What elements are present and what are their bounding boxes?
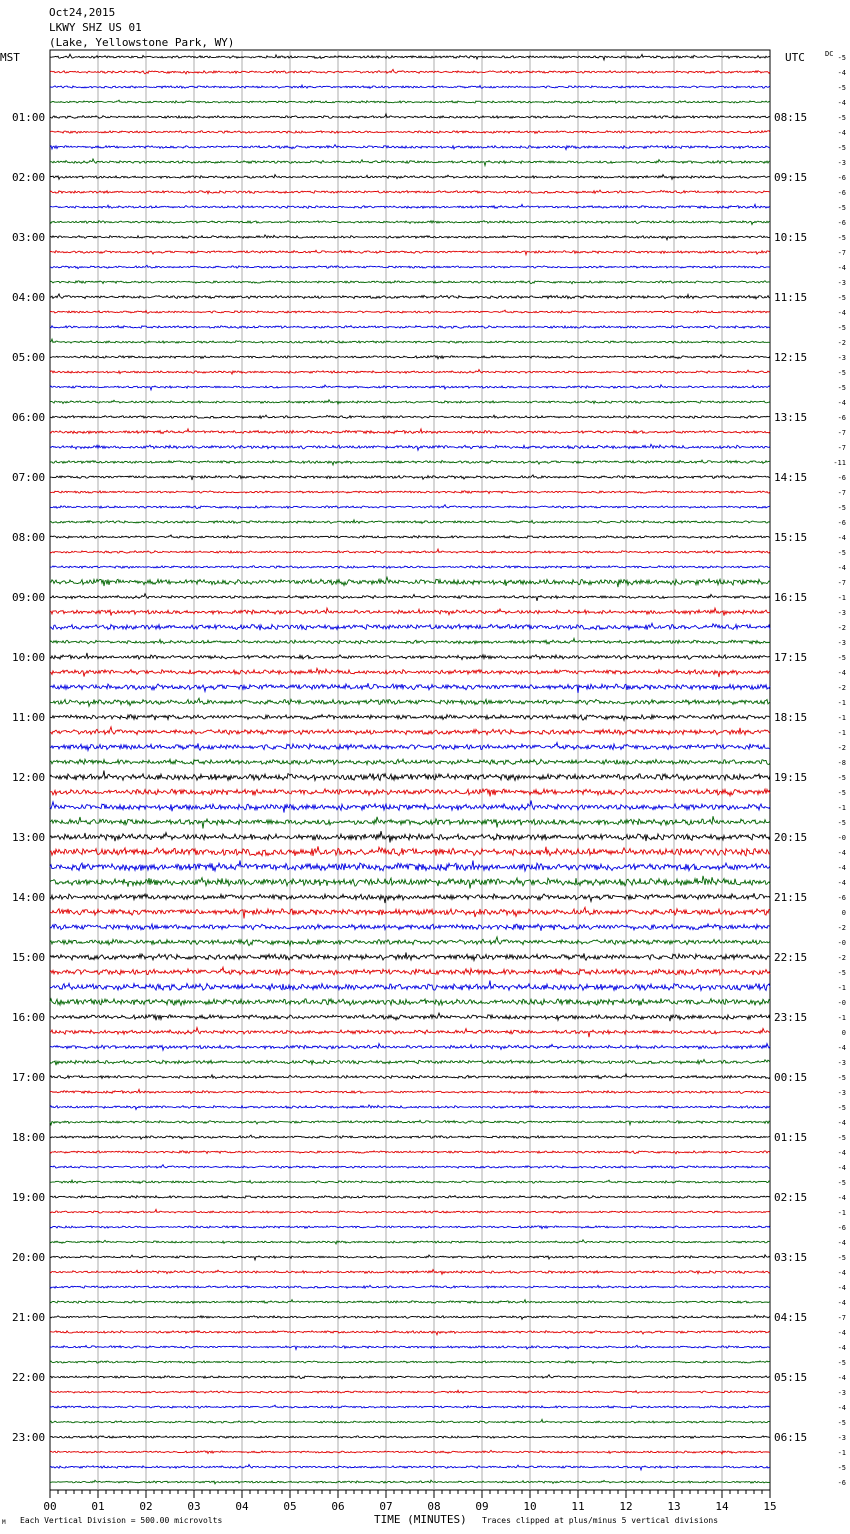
dc-offset-label: -3 bbox=[837, 159, 846, 167]
dc-offset-label: -5 bbox=[837, 324, 846, 332]
x-tick-label: 15 bbox=[763, 1500, 777, 1513]
dc-offset-label: 0 bbox=[841, 909, 846, 917]
dc-offset-label: -6 bbox=[837, 174, 846, 182]
trace-line bbox=[50, 429, 770, 434]
x-tick-label: 00 bbox=[43, 1500, 57, 1513]
trace-line bbox=[50, 1390, 770, 1393]
trace-line bbox=[50, 1300, 770, 1304]
right-hour-label: 22:15 bbox=[774, 951, 808, 964]
dc-offset-label: -4 bbox=[837, 669, 846, 677]
right-hour-label: 02:15 bbox=[774, 1191, 808, 1204]
dc-offset-label: -4 bbox=[837, 864, 846, 872]
trace-line bbox=[50, 281, 770, 284]
trace-line bbox=[50, 1089, 770, 1093]
trace-line bbox=[50, 1226, 770, 1229]
dc-offset-label: -5 bbox=[837, 504, 846, 512]
trace-line bbox=[50, 1465, 770, 1470]
left-hour-label: 10:00 bbox=[12, 651, 46, 664]
left-hour-label: 20:00 bbox=[12, 1251, 46, 1264]
left-hour-label: 19:00 bbox=[12, 1191, 46, 1204]
x-tick-label: 14 bbox=[715, 1500, 729, 1513]
left-hour-label: 12:00 bbox=[12, 771, 46, 784]
trace-line bbox=[50, 816, 770, 828]
right-hour-label: 12:15 bbox=[774, 351, 808, 364]
trace-line bbox=[50, 250, 770, 254]
dc-offset-label: -5 bbox=[837, 774, 846, 782]
left-hour-label: 18:00 bbox=[12, 1131, 46, 1144]
dc-offset-label: -5 bbox=[837, 204, 846, 212]
trace-line bbox=[50, 801, 770, 813]
trace-line bbox=[50, 400, 770, 404]
station-label: LKWY SHZ US 01 bbox=[49, 21, 142, 34]
trace-line bbox=[50, 1345, 770, 1349]
right-hour-label: 09:15 bbox=[774, 171, 808, 184]
x-tick-label: 02 bbox=[139, 1500, 153, 1513]
right-hour-label: 00:15 bbox=[774, 1071, 808, 1084]
trace-line bbox=[50, 114, 770, 119]
dc-offset-label: -5 bbox=[837, 819, 846, 827]
dc-offset-labels bbox=[833, 54, 846, 1487]
dc-offset-label: -6 bbox=[837, 414, 846, 422]
trace-line bbox=[50, 623, 770, 630]
trace-line bbox=[50, 727, 770, 735]
dc-offset-label: -5 bbox=[837, 1464, 846, 1472]
left-hour-label: 08:00 bbox=[12, 531, 46, 544]
right-hour-label: 16:15 bbox=[774, 591, 808, 604]
trace-line bbox=[50, 1270, 770, 1275]
right-hour-label: 14:15 bbox=[774, 471, 808, 484]
trace-line bbox=[50, 1361, 770, 1364]
x-axis bbox=[43, 1490, 776, 1513]
dc-offset-label: -0 bbox=[837, 834, 846, 842]
left-hour-label: 03:00 bbox=[12, 231, 46, 244]
dc-offset-label: -3 bbox=[837, 1389, 846, 1397]
dc-offset-label: -4 bbox=[837, 1194, 846, 1202]
x-tick-label: 05 bbox=[283, 1500, 297, 1513]
right-hour-label: 17:15 bbox=[774, 651, 808, 664]
dc-offset-label: -2 bbox=[837, 954, 846, 962]
trace-line bbox=[50, 861, 770, 872]
left-hour-label: 17:00 bbox=[12, 1071, 46, 1084]
trace-line bbox=[50, 1165, 770, 1169]
left-hour-label: 16:00 bbox=[12, 1011, 46, 1024]
dc-offset-label: -8 bbox=[837, 759, 846, 767]
trace-line bbox=[50, 876, 770, 889]
dc-offset-label: -3 bbox=[837, 354, 846, 362]
trace-line bbox=[50, 310, 770, 313]
right-hour-label: 01:15 bbox=[774, 1131, 808, 1144]
trace-line bbox=[50, 1285, 770, 1288]
dc-offset-label: -1 bbox=[837, 594, 846, 602]
dc-offset-label: 0 bbox=[841, 1029, 846, 1037]
trace-line bbox=[50, 1480, 770, 1484]
dc-offset-label: -0 bbox=[837, 939, 846, 947]
trace-line bbox=[50, 175, 770, 180]
trace-line bbox=[50, 1375, 770, 1379]
trace-line bbox=[50, 221, 770, 225]
left-hour-label: 09:00 bbox=[12, 591, 46, 604]
dc-offset-label: -4 bbox=[837, 1374, 846, 1382]
dc-offset-label: -4 bbox=[837, 879, 846, 887]
dc-offset-label: -5 bbox=[837, 654, 846, 662]
dc-offset-label: -4 bbox=[837, 309, 846, 317]
trace-line bbox=[50, 491, 770, 494]
dc-offset-label: -1 bbox=[837, 1014, 846, 1022]
dc-offset-label: -3 bbox=[837, 1434, 846, 1442]
dc-offset-label: -6 bbox=[837, 894, 846, 902]
trace-line bbox=[50, 1255, 770, 1260]
trace-line bbox=[50, 385, 770, 390]
trace-line bbox=[50, 1013, 770, 1021]
trace-line bbox=[50, 265, 770, 268]
dc-offset-label: -7 bbox=[837, 444, 846, 452]
x-tick-label: 09 bbox=[475, 1500, 489, 1513]
trace-line bbox=[50, 789, 770, 797]
dc-offset-label: -6 bbox=[837, 219, 846, 227]
dc-offset-label: -5 bbox=[837, 84, 846, 92]
x-tick-label: 04 bbox=[235, 1500, 249, 1513]
dc-offset-label: -4 bbox=[837, 1329, 846, 1337]
right-hour-label: 08:15 bbox=[774, 111, 808, 124]
left-timezone-label: MST bbox=[0, 51, 20, 64]
trace-line bbox=[50, 1209, 770, 1213]
dc-label: DC bbox=[825, 50, 834, 58]
scale-note: Each Vertical Division = 500.00 microvolts bbox=[20, 1516, 223, 1525]
dc-offset-label: -5 bbox=[837, 969, 846, 977]
right-hour-label: 23:15 bbox=[774, 1011, 808, 1024]
left-hour-label: 13:00 bbox=[12, 831, 46, 844]
trace-line bbox=[50, 566, 770, 569]
trace-line bbox=[50, 893, 770, 903]
trace-line bbox=[50, 535, 770, 538]
trace-line bbox=[50, 415, 770, 418]
trace-line bbox=[50, 1151, 770, 1154]
dc-offset-label: -5 bbox=[837, 54, 846, 62]
trace-line bbox=[50, 846, 770, 856]
dc-offset-label: -0 bbox=[837, 999, 846, 1007]
dc-offset-label: -4 bbox=[837, 99, 846, 107]
dc-offset-label: -3 bbox=[837, 1059, 846, 1067]
dc-offset-label: -6 bbox=[837, 519, 846, 527]
trace-line bbox=[50, 1315, 770, 1319]
trace-line bbox=[50, 907, 770, 918]
dc-offset-label: -4 bbox=[837, 1164, 846, 1172]
trace-line bbox=[50, 771, 770, 781]
dc-offset-label: -7 bbox=[837, 429, 846, 437]
x-tick-label: 11 bbox=[571, 1500, 585, 1513]
trace-line bbox=[50, 54, 770, 60]
trace-line bbox=[50, 594, 770, 601]
trace-line bbox=[50, 1450, 770, 1454]
left-hour-label: 05:00 bbox=[12, 351, 46, 364]
x-tick-label: 06 bbox=[331, 1500, 345, 1513]
minute-gridlines bbox=[98, 50, 722, 1490]
trace-line bbox=[50, 1074, 770, 1079]
right-hour-label: 20:15 bbox=[774, 831, 808, 844]
trace-line bbox=[50, 608, 770, 616]
trace-line bbox=[50, 638, 770, 643]
right-hour-label: 04:15 bbox=[774, 1311, 808, 1324]
x-tick-label: 13 bbox=[667, 1500, 681, 1513]
dc-offset-label: -1 bbox=[837, 1449, 846, 1457]
location-label: (Lake, Yellowstone Park, WY) bbox=[49, 36, 235, 49]
dc-offset-label: -7 bbox=[837, 489, 846, 497]
left-hour-label: 07:00 bbox=[12, 471, 46, 484]
trace-line bbox=[50, 100, 770, 103]
dc-offset-label: -2 bbox=[837, 684, 846, 692]
trace-line bbox=[50, 1331, 770, 1335]
dc-offset-label: -4 bbox=[837, 264, 846, 272]
dc-offset-label: -4 bbox=[837, 1404, 846, 1412]
trace-line bbox=[50, 190, 770, 194]
left-hour-label: 15:00 bbox=[12, 951, 46, 964]
right-hour-label: 05:15 bbox=[774, 1371, 808, 1384]
dc-offset-label: -6 bbox=[837, 1479, 846, 1487]
x-axis-title: TIME (MINUTES) bbox=[374, 1513, 467, 1526]
trace-line bbox=[50, 370, 770, 375]
dc-offset-label: -4 bbox=[837, 399, 846, 407]
right-hour-label: 06:15 bbox=[774, 1431, 808, 1444]
dc-offset-label: -7 bbox=[837, 579, 846, 587]
trace-line bbox=[50, 1196, 770, 1199]
date-label: Oct24,2015 bbox=[49, 6, 116, 19]
trace-line bbox=[50, 339, 770, 343]
dc-offset-label: -11 bbox=[833, 459, 846, 467]
dc-offset-label: -5 bbox=[837, 114, 846, 122]
right-hour-label: 03:15 bbox=[774, 1251, 808, 1264]
dc-offset-label: -5 bbox=[837, 1134, 846, 1142]
trace-line bbox=[50, 759, 770, 764]
dc-offset-label: -5 bbox=[837, 1359, 846, 1367]
clip-note: Traces clipped at plus/minus 5 vertical divisions bbox=[482, 1516, 719, 1525]
trace-line bbox=[50, 577, 770, 587]
trace-line bbox=[50, 999, 770, 1006]
right-hour-label: 11:15 bbox=[774, 291, 808, 304]
trace-line bbox=[50, 952, 770, 960]
dc-offset-label: -1 bbox=[837, 1209, 846, 1217]
dc-offset-label: -4 bbox=[837, 1119, 846, 1127]
trace-line bbox=[50, 1405, 770, 1408]
trace-line bbox=[50, 924, 770, 931]
dc-offset-label: -2 bbox=[837, 624, 846, 632]
dc-offset-label: -5 bbox=[837, 144, 846, 152]
dc-offset-label: -1 bbox=[837, 804, 846, 812]
left-hour-labels bbox=[12, 111, 45, 1444]
dc-offset-label: -4 bbox=[837, 564, 846, 572]
dc-offset-label: -5 bbox=[837, 1074, 846, 1082]
trace-line bbox=[50, 475, 770, 480]
trace-line bbox=[50, 204, 770, 208]
dc-offset-label: -4 bbox=[837, 1299, 846, 1307]
dc-offset-label: -5 bbox=[837, 1179, 846, 1187]
left-hour-label: 11:00 bbox=[12, 711, 46, 724]
trace-line bbox=[50, 159, 770, 166]
x-tick-label: 12 bbox=[619, 1500, 633, 1513]
dc-offset-label: -4 bbox=[837, 1284, 846, 1292]
right-hour-label: 18:15 bbox=[774, 711, 808, 724]
trace-line bbox=[50, 1240, 770, 1244]
trace-line bbox=[50, 326, 770, 329]
dc-offset-label: -6 bbox=[837, 1224, 846, 1232]
right-hour-label: 15:15 bbox=[774, 531, 808, 544]
trace-line bbox=[50, 235, 770, 240]
right-hour-label: 21:15 bbox=[774, 891, 808, 904]
trace-line bbox=[50, 131, 770, 134]
dc-offset-label: -1 bbox=[837, 729, 846, 737]
dc-offset-label: -4 bbox=[837, 1344, 846, 1352]
trace-line bbox=[50, 1419, 770, 1423]
dc-offset-label: -7 bbox=[837, 249, 846, 257]
trace-line bbox=[50, 668, 770, 677]
right-timezone-label: UTC bbox=[785, 51, 805, 64]
dc-offset-label: -5 bbox=[837, 1104, 846, 1112]
dc-offset-label: -1 bbox=[837, 714, 846, 722]
trace-line bbox=[50, 1105, 770, 1110]
trace-line bbox=[50, 683, 770, 693]
x-tick-label: 01 bbox=[91, 1500, 105, 1513]
trace-line bbox=[50, 698, 770, 706]
trace-line bbox=[50, 831, 770, 842]
trace-line bbox=[50, 1180, 770, 1183]
dc-offset-label: -5 bbox=[837, 549, 846, 557]
dc-offset-label: -6 bbox=[837, 474, 846, 482]
corner-mark: M bbox=[2, 1519, 6, 1526]
dc-offset-label: -5 bbox=[837, 1254, 846, 1262]
dc-offset-label: -5 bbox=[837, 1419, 846, 1427]
left-hour-label: 22:00 bbox=[12, 1371, 46, 1384]
trace-line bbox=[50, 1044, 770, 1051]
trace-line bbox=[50, 1120, 770, 1125]
dc-offset-label: -5 bbox=[837, 384, 846, 392]
dc-offset-label: -4 bbox=[837, 69, 846, 77]
trace-line bbox=[50, 355, 770, 359]
dc-offset-label: -4 bbox=[837, 1044, 846, 1052]
trace-line bbox=[50, 1059, 770, 1065]
trace-line bbox=[50, 1028, 770, 1038]
dc-offset-label: -3 bbox=[837, 1089, 846, 1097]
dc-offset-label: -5 bbox=[837, 234, 846, 242]
trace-line bbox=[50, 549, 770, 553]
trace-line bbox=[50, 444, 770, 450]
dc-offset-label: -6 bbox=[837, 189, 846, 197]
dc-offset-label: -5 bbox=[837, 369, 846, 377]
trace-line bbox=[50, 505, 770, 509]
trace-line bbox=[50, 967, 770, 975]
dc-offset-label: -5 bbox=[837, 294, 846, 302]
right-hour-label: 19:15 bbox=[774, 771, 808, 784]
dc-offset-label: -1 bbox=[837, 984, 846, 992]
dc-offset-label: -4 bbox=[837, 1239, 846, 1247]
right-hour-labels bbox=[774, 111, 807, 1444]
trace-line bbox=[50, 145, 770, 150]
dc-offset-label: -4 bbox=[837, 129, 846, 137]
dc-offset-label: -7 bbox=[837, 1314, 846, 1322]
left-hour-label: 14:00 bbox=[12, 891, 46, 904]
x-tick-label: 03 bbox=[187, 1500, 201, 1513]
dc-offset-label: -4 bbox=[837, 849, 846, 857]
trace-line bbox=[50, 294, 770, 299]
x-tick-label: 07 bbox=[379, 1500, 393, 1513]
trace-line bbox=[50, 85, 770, 88]
trace-line bbox=[50, 1135, 770, 1139]
trace-line bbox=[50, 937, 770, 946]
dc-offset-label: -4 bbox=[837, 1149, 846, 1157]
seismic-traces bbox=[50, 54, 770, 1484]
left-hour-label: 21:00 bbox=[12, 1311, 46, 1324]
trace-line bbox=[50, 1436, 770, 1438]
left-hour-label: 23:00 bbox=[12, 1431, 46, 1444]
trace-line bbox=[50, 520, 770, 524]
left-hour-label: 01:00 bbox=[12, 111, 46, 124]
dc-offset-label: -2 bbox=[837, 339, 846, 347]
dc-offset-label: -3 bbox=[837, 609, 846, 617]
dc-offset-label: -4 bbox=[837, 1269, 846, 1277]
x-tick-label: 10 bbox=[523, 1500, 537, 1513]
dc-offset-label: -5 bbox=[837, 789, 846, 797]
x-tick-label: 08 bbox=[427, 1500, 441, 1513]
left-hour-label: 06:00 bbox=[12, 411, 46, 424]
trace-line bbox=[50, 69, 770, 74]
dc-offset-label: -2 bbox=[837, 924, 846, 932]
right-hour-label: 13:15 bbox=[774, 411, 808, 424]
trace-line bbox=[50, 715, 770, 721]
dc-offset-label: -4 bbox=[837, 534, 846, 542]
dc-offset-label: -1 bbox=[837, 699, 846, 707]
trace-line bbox=[50, 460, 770, 465]
left-hour-label: 04:00 bbox=[12, 291, 46, 304]
dc-offset-label: -2 bbox=[837, 744, 846, 752]
trace-line bbox=[50, 981, 770, 991]
trace-line bbox=[50, 653, 770, 660]
left-hour-label: 02:00 bbox=[12, 171, 46, 184]
dc-offset-label: -3 bbox=[837, 639, 846, 647]
trace-line bbox=[50, 743, 770, 751]
dc-offset-label: -3 bbox=[837, 279, 846, 287]
right-hour-label: 10:15 bbox=[774, 231, 808, 244]
